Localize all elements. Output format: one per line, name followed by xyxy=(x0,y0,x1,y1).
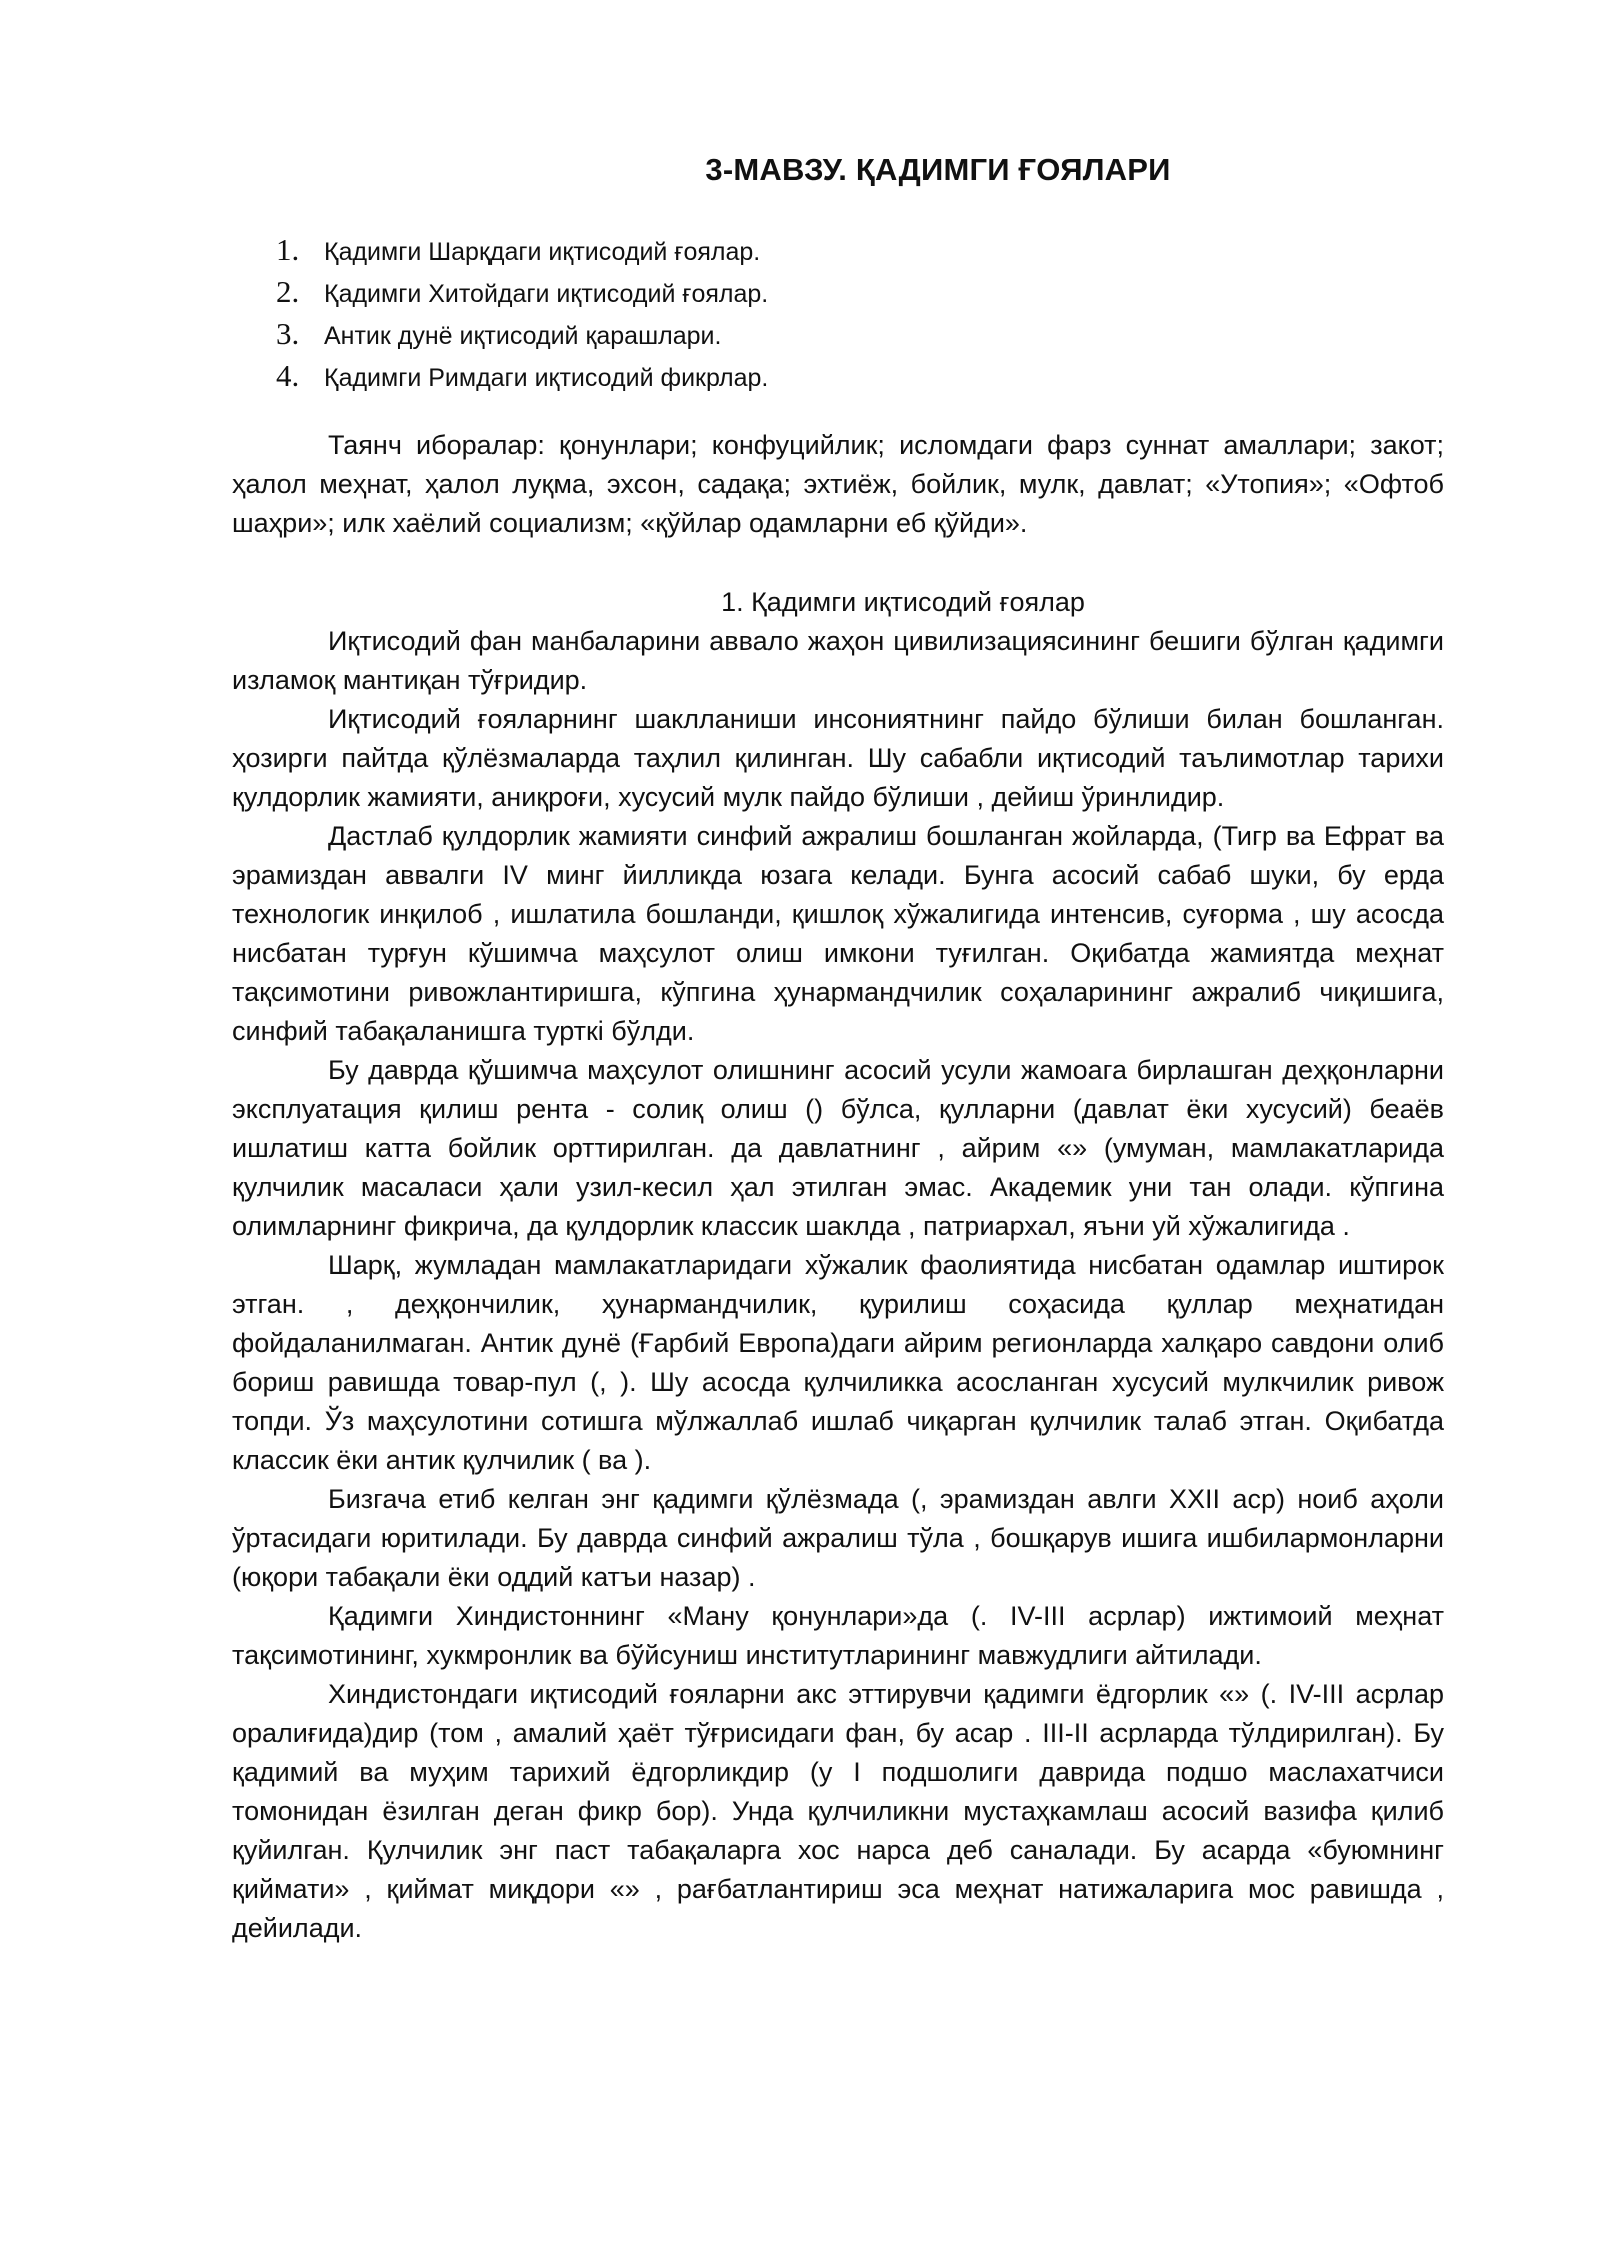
body-paragraph: Дастлаб қулдорлик жамияти синфий ажралиш бошланган жойларда, (Тигр ва Ефрат ва эрамиздан аввалги IV минг йилликда юзага келади. Бунга асосий сабаб шуки, бу ерда технологик инқилоб , ишлатила бошланди, қишлоқ хўжалигида интенсив, суғорма , шу асосда нисбатан турғун кўшимча маҳсулот олиш имкони туғилган. Оқибатда жамиятда меҳнат тақсимотини ривожлантиришга, кўпгина ҳунармандчилик соҳаларининг ажралиб чиқишига, синфий табақаланишга турткі бўлди. xyxy=(232,821,1444,1046)
outline-item xyxy=(276,316,1444,358)
outline-item xyxy=(276,232,1444,274)
outline-item xyxy=(276,358,1444,400)
body-paragraph: Бизгача етиб келган энг қадимги қўлёзмада (, эрамиздан авлги XXII аср) ноиб аҳоли ўртасидаги юритилади. Бу даврда синфий ажралиш тўла , бошқарув ишига ишбилармонларни (юқори табақали ёки оддий катъи назар) . xyxy=(232,1484,1444,1592)
outline-number: 4. xyxy=(276,358,300,393)
outline-number: 1. xyxy=(276,232,300,267)
body-paragraph: Қадимги Хиндистоннинг «Ману қонунлари»да (. IV-III асрлар) ижтимоий меҳнат тақсимотининг, хукмронлик ва бўйсуниш институтларининг мавжудлиги айтилади. xyxy=(232,1601,1444,1670)
document-title: 3-МАВЗУ. ҚАДИМГИ ҒОЯЛАРИ xyxy=(705,152,1171,187)
outline-text: Антик дунё иқтисодий қарашлари. xyxy=(324,322,722,350)
outline-number: 2. xyxy=(276,274,300,309)
document-page xyxy=(232,150,1444,1948)
outline-item xyxy=(276,274,1444,316)
outline-text: Қадимги Римдаги иқтисодий фикрлар. xyxy=(324,364,769,392)
outline-number: 3. xyxy=(276,316,300,351)
body-paragraph: Иқтисодий ғояларнинг шаклланиши инсониятнинг пайдо бўлиши билан бошланган. ҳозирги пайтда қўлёзмаларда таҳлил қилинган. Шу сабабли иқтисодий таълимотлар тарихи қулдорлик жамияти, аниқроғи, хусусий мулк пайдо бўлиши , дейиш ўринлидир. xyxy=(232,704,1444,812)
topic-outline xyxy=(232,232,1444,400)
keywords-paragraph: Таянч иборалар: қонунлари; конфуцийлик; исломдаги фарз суннат амаллари; закот; ҳалол меҳнат, ҳалол луқма, эхсон, садақа; эхтиёж, бойлик, мулк, давлат; «Утопия»; «Офтоб шаҳри»; илк хаёлий социализм; «қўйлар одамларни еб қўйди». xyxy=(232,430,1444,538)
section-heading: 1. Қадимги иқтисодий ғоялар xyxy=(721,587,1085,617)
outline-text: Қадимги Шарқдаги иқтисодий ғоялар. xyxy=(324,238,761,266)
body-paragraph: Иқтисодий фан манбаларини аввало жаҳон цивилизациясининг бешиги бўлган қадимги изламоқ мантиқан тўғридир. xyxy=(232,626,1444,695)
body-paragraph: Бу даврда қўшимча маҳсулот олишнинг асосий усули жамоага бирлашган деҳқонларни эксплуатация қилиш рента - солиқ олиш () бўлса, қулларни (давлат ёки хусусий) беаёв ишлатиш катта бойлик орттирилган. да давлатнинг , айрим «» (умуман, мамлакатларида қулчилик масаласи ҳали узил-кесил ҳал этилган эмас. Академик уни тан олади. кўпгина олимларнинг фикрича, да қулдорлик классик шаклда , патриархал, яъни уй хўжалигида . xyxy=(232,1055,1444,1241)
body-paragraph: Хиндистондаги иқтисодий ғояларни акс эттирувчи қадимги ёдгорлик «» (. IV-III асрлар оралиғида)дир (том , амалий ҳаёт тўғрисидаги фан, бу асар . III-II асрларда тўлдирилган). Бу қадимий ва муҳим тарихий ёдгорликдир (у I подшолиги даврида подшо маслахатчиси томонидан ёзилган деган фикр бор). Унда қулчиликни мустаҳкамлаш асосий вазифа қилиб қуйилган. Қулчилик энг паст табақаларга хос нарса деб саналади. Бу асарда «буюмнинг қиймати» , қиймат миқдори «» , рағбатлантириш эса меҳнат натижаларига мос равишда , дейилади. xyxy=(232,1679,1444,1943)
outline-text: Қадимги Хитойдаги иқтисодий ғоялар. xyxy=(324,280,769,308)
body-paragraph: Шарқ, жумладан мамлакатларидаги хўжалик фаолиятида нисбатан одамлар иштирок этган. , деҳқончилик, ҳунармандчилик, қурилиш соҳасида қуллар меҳнатидан фойдаланилмаган. Антик дунё (Ғарбий Европа)даги айрим регионларда халқаро савдони олиб бориш равишда товар-пул (, ). Шу асосда қулчиликка асосланган хусусий мулкчилик ривож топди. Ўз маҳсулотини сотишга мўлжаллаб ишлаб чиқарган қулчилик талаб этган. Оқибатда классик ёки антик қулчилик ( ва ). xyxy=(232,1250,1444,1475)
